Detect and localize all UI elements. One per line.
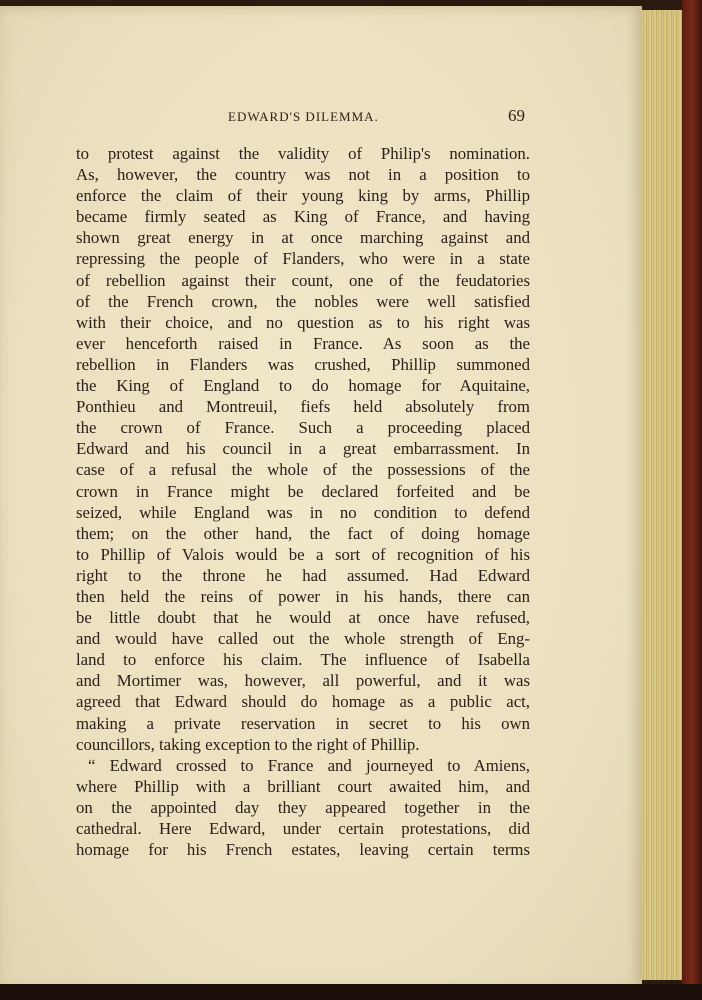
- text-line: cathedral. Here Edward, under certain protestations, did: [76, 819, 530, 838]
- text-line: of rebellion against their count, one of the feudatories: [76, 270, 530, 290]
- body-text: [76, 143, 530, 860]
- text-line: Edward and his council in a great embarrassment. In: [76, 439, 530, 459]
- book-page: [0, 6, 642, 990]
- page-header: [228, 106, 528, 131]
- text-line: became firmly seated as King of France, and having: [76, 207, 530, 227]
- text-line: be little doubt that he would at once have refused,: [76, 608, 530, 628]
- page-number: 69: [508, 106, 525, 125]
- running-head: EDWARD'S DILEMMA.: [228, 109, 379, 124]
- text-line: the King of England to do homage for Aquitaine,: [76, 376, 530, 396]
- text-line: Ponthieu and Montreuil, fiefs held absolutely from: [76, 397, 530, 417]
- text-line: the crown of France. Such a proceeding placed: [76, 418, 530, 438]
- text-line: land to enforce his claim. The influence of Isabella: [76, 650, 530, 670]
- text-line: to Phillip of Valois would be a sort of recognition of his: [76, 544, 530, 564]
- text-line: with their choice, and no question as to his right was: [76, 312, 530, 332]
- text-line: enforce the claim of their young king by arms, Phillip: [76, 186, 530, 206]
- text-line: making a private reservation in secret to his own: [76, 713, 530, 733]
- text-line: then held the reins of power in his hands, there can: [76, 586, 530, 606]
- book-cover-edge: [682, 0, 702, 1000]
- text-line: right to the throne he had assumed. Had Edward: [76, 565, 530, 585]
- text-line: and Mortimer was, however, all powerful, and it was: [76, 671, 530, 691]
- text-line: to protest against the validity of Philip's nomination.: [76, 144, 530, 163]
- text-line: where Phillip with a brilliant court awaited him, and: [76, 776, 530, 796]
- text-line: ever henceforth raised in France. As soon as the: [76, 333, 530, 353]
- text-line: of the French crown, the nobles were well satisfied: [76, 291, 530, 311]
- background-edge: [0, 984, 702, 1000]
- text-line: shown great energy in at once marching against and: [76, 228, 530, 248]
- text-line: agreed that Edward should do homage as a public act,: [76, 692, 530, 712]
- text-line: councillors, taking exception to the right of Phillip.: [76, 734, 420, 754]
- text-line: seized, while England was in no condition to defend: [76, 502, 530, 522]
- text-line: crown in France might be declared forfeited and be: [76, 481, 530, 501]
- text-line: homage for his French estates, leaving certain terms: [76, 840, 530, 860]
- text-line: them; on the other hand, the fact of doing homage: [76, 523, 530, 543]
- text-line: repressing the people of Flanders, who were in a state: [76, 249, 530, 269]
- text-line: rebellion in Flanders was crushed, Phillip summoned: [76, 354, 530, 374]
- page-edges: [642, 10, 682, 980]
- text-line: and would have called out the whole strength of Eng-: [76, 629, 530, 649]
- text-line: “ Edward crossed to France and journeyed to Amiens,: [88, 755, 530, 775]
- text-line: As, however, the country was not in a position to: [76, 165, 530, 185]
- text-line: case of a refusal the whole of the possessions of the: [76, 460, 530, 480]
- text-line: on the appointed day they appeared together in the: [76, 797, 530, 817]
